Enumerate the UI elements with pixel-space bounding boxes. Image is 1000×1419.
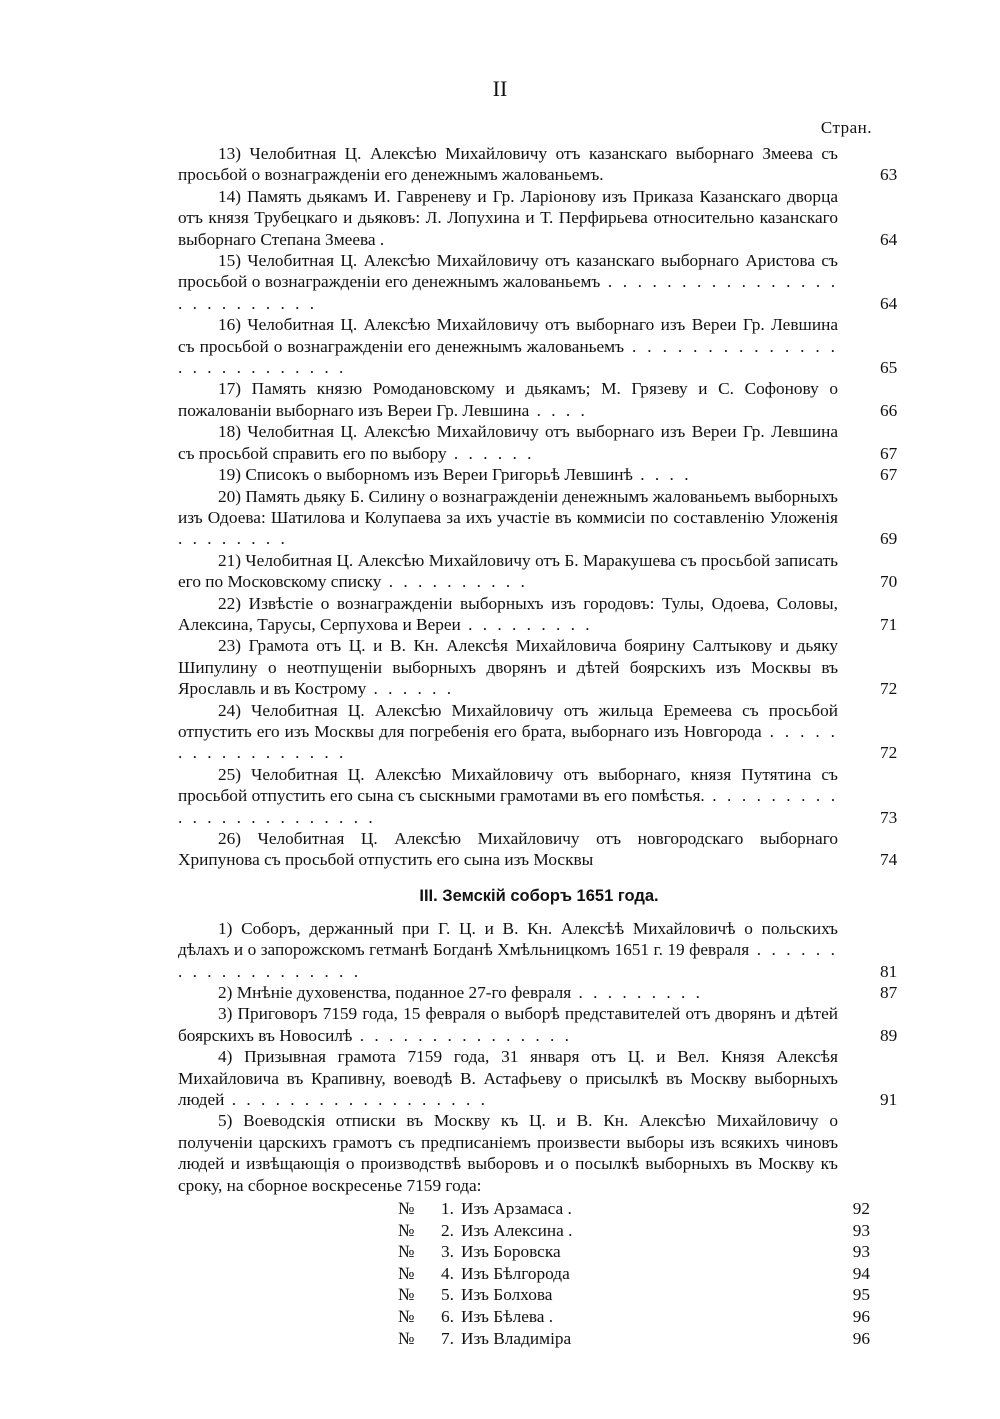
sub-entry-number: 1. xyxy=(441,1199,454,1219)
sub-entry-name: Изъ Владиміра xyxy=(461,1328,572,1348)
entry-page: 69 xyxy=(880,529,898,549)
dot-leader: . . . . . . . . . . . . . . . . . . . . . . . xyxy=(178,786,839,827)
dot-leader: . . . . . . xyxy=(366,679,455,699)
table-of-contents xyxy=(178,143,898,1349)
entry-text: 16) Челобитная Ц. Алексѣю Михайловичу отъ выборнаго изъ Вереи Гр. Левшина съ просьбой о вознагражденіи его денежнымъ жалованьемъ xyxy=(178,315,838,356)
dot-leader: . . . . . . . . . . . . . . . . . . . xyxy=(178,940,839,981)
sub-entry-number: 6. xyxy=(441,1307,454,1327)
entry-page: 67 xyxy=(880,465,898,485)
sub-entry xyxy=(178,1241,870,1263)
entry-text: 21) Челобитная Ц. Алексѣю Михайловичу отъ Б. Маракушева съ просьбой записать его по Московскому списку xyxy=(178,550,838,592)
dot-leader: . . . . xyxy=(529,400,588,420)
toc-entry xyxy=(178,464,898,485)
sub-entry-name: Изъ Арзамаса . xyxy=(461,1199,572,1219)
sub-entry-name: Изъ Боровска xyxy=(461,1242,561,1262)
toc-entry xyxy=(178,918,898,982)
toc-entry xyxy=(178,1003,898,1046)
entry-page: 64 xyxy=(880,229,898,249)
sub-entry-page: 94 xyxy=(852,1263,870,1283)
number-sign: № xyxy=(398,1285,415,1305)
entry-page: 87 xyxy=(880,983,898,1003)
number-sign: № xyxy=(398,1220,415,1240)
sub-entry-number: 5. xyxy=(441,1285,454,1305)
toc-entry xyxy=(178,421,898,464)
sub-entry-name: Изъ Алексина . xyxy=(461,1220,573,1240)
entry-text: 13) Челобитная Ц. Алексѣю Михайловичу отъ казанскаго выборнаго Змеева съ просьбой о вознагражденіи его денежнымъ жалованьемъ. xyxy=(178,144,838,185)
sub-entry-number: 7. xyxy=(441,1328,454,1348)
entry-text: 19) Списокъ о выборномъ изъ Вереи Григорьѣ Левшинѣ xyxy=(218,465,633,485)
entry-text: 5) Воеводскія отписки въ Москву къ Ц. и В. Кн. Алексѣю Михайловичу о полученіи царскихъ грамотъ съ предписаніемъ произвести выборы изъ всякихъ чиновъ людей и извѣщающія о производствѣ выборовъ и о посылкѣ выборныхъ въ Москву къ сроку, на сборное воскресенье 7159 года: xyxy=(178,1111,838,1195)
toc-entry xyxy=(178,250,898,314)
dot-leader: . . . . xyxy=(632,465,692,485)
toc-entry xyxy=(178,828,898,871)
sub-entry xyxy=(178,1263,870,1285)
entry-page: 89 xyxy=(880,1025,898,1045)
entry-page: 70 xyxy=(880,572,898,592)
entry-text: 1) Соборъ, держанный при Г. Ц. и В. Кн. Алексѣѣ Михайловичѣ о польскихъ дѣлахъ и о запорожскомъ гетманѣ Богданѣ Хмѣльницкомъ 1651 г. 19 февраля xyxy=(178,918,838,960)
entry-page: 63 xyxy=(880,165,898,185)
dot-leader: . . . . . . . . . . . . . . . xyxy=(352,1025,572,1045)
sub-entry-page: 93 xyxy=(852,1220,870,1240)
number-sign: № xyxy=(398,1307,415,1327)
sub-entry-number: 4. xyxy=(441,1263,454,1283)
sub-entry-name: Изъ Бѣлева . xyxy=(461,1307,554,1327)
toc-entry xyxy=(178,982,898,1003)
entry-page: 67 xyxy=(880,443,898,463)
toc-entry xyxy=(178,1046,898,1110)
toc-entry xyxy=(178,550,898,593)
dot-leader: . . . . . . xyxy=(446,443,535,463)
entry-page: 72 xyxy=(880,679,898,699)
page-column-label: Стран. xyxy=(820,118,872,137)
entry-text: 24) Челобитная Ц. Алексѣю Михайловичу отъ жильца Еремеева съ просьбой отпустить его изъ Москвы для погребенія его брата, выборнаго изъ Новгорода xyxy=(178,700,838,741)
sub-entry-number: 3. xyxy=(441,1242,454,1262)
sub-entry xyxy=(178,1220,870,1242)
entry-page: 73 xyxy=(880,807,898,827)
dot-leader: . . . . . . . . xyxy=(178,529,288,549)
sub-entry xyxy=(178,1306,870,1328)
entry-text: 3) Приговоръ 7159 года, 15 февраля о выборѣ представителей отъ дворянъ и дѣтей боярскихъ въ Новосилѣ xyxy=(178,1004,838,1045)
entry-page: 72 xyxy=(880,743,898,763)
dot-leader: . . . . . . . . . . xyxy=(381,572,528,592)
toc-entry xyxy=(178,143,898,186)
sub-entry-page: 95 xyxy=(852,1285,870,1305)
dot-leader: . . . . . . . . . . . . . . . . . . . . . . . . . . xyxy=(178,336,838,378)
entry-page: 71 xyxy=(880,614,898,634)
entry-text: 17) Память князю Ромодановскому и дьякамъ; М. Грязеву и С. Софонову о пожалованіи выборнаго изъ Вереи Гр. Левшина xyxy=(178,379,838,420)
number-sign: № xyxy=(398,1263,415,1283)
number-sign: № xyxy=(398,1199,415,1219)
entries-after-list xyxy=(178,918,898,1196)
entry-page: 91 xyxy=(880,1090,898,1110)
dot-leader: . . . . . . . . . . . . . . . . . . . . . . . . . . xyxy=(178,272,839,313)
sub-entry-name: Изъ Бѣлгорода xyxy=(461,1263,570,1283)
entry-text: 15) Челобитная Ц. Алексѣю Михайловичу отъ казанскаго выборнаго Аристова съ просьбой о вознагражденіи его денежнымъ жалованьемъ xyxy=(178,251,838,292)
toc-entry xyxy=(178,1110,870,1196)
sub-entry-page: 93 xyxy=(852,1242,870,1262)
entry-text: 20) Память дьяку Б. Силину о вознагражденіи денежнымъ жалованьемъ выборныхъ изъ Одоева: Шатилова и Колупаева за ихъ участіе въ коммисіи по составленію Уложенія xyxy=(178,486,838,527)
sub-entries-list xyxy=(178,1198,870,1349)
toc-entry xyxy=(178,486,898,550)
toc-entry xyxy=(178,700,898,764)
page-number: II xyxy=(492,76,508,101)
entry-text: 22) Извѣстіе о вознагражденіи выборныхъ изъ городовъ: Тулы, Одоева, Соловы, Алексина, Тарусы, Серпухова и Вереи xyxy=(178,593,838,634)
dot-leader: . . . . . . . . . xyxy=(571,983,703,1003)
entry-text: 14) Память дьякамъ И. Гавреневу и Гр. Ларіонову изъ Приказа Казанскаго дворца отъ князя Трубецкаго и дьяковъ: Л. Лопухина и Т. Перфирьева относительно казанскаго выборнаго Степана Змеева . xyxy=(178,186,838,249)
entry-text: 26) Челобитная Ц. Алексѣю Михайловичу отъ новгородскаго выборнаго Хрипунова съ просьбой отпустить его сына изъ Москвы xyxy=(178,829,838,870)
entry-text: 2) Мнѣніе духовенства, поданное 27-го февраля xyxy=(218,983,572,1003)
toc-entry xyxy=(178,314,898,378)
sub-entry xyxy=(178,1328,870,1350)
sub-entry xyxy=(178,1284,870,1306)
dot-leader: . . . . . . . . . . . . . . . . . xyxy=(178,721,839,763)
sub-entry-page: 96 xyxy=(852,1307,870,1327)
sub-entry-name: Изъ Болхова xyxy=(461,1285,553,1305)
dot-leader: . . . . . . . . . xyxy=(460,614,593,634)
entry-page: 66 xyxy=(880,400,898,420)
toc-entry xyxy=(178,378,898,421)
toc-entry xyxy=(178,635,898,699)
entry-text: 18) Челобитная Ц. Алексѣю Михайловичу отъ выборнаго изъ Вереи Гр. Левшина съ просьбой справить его по выбору xyxy=(178,422,838,463)
entry-page: 65 xyxy=(880,358,898,378)
entry-page: 64 xyxy=(880,293,898,313)
sub-entry-page: 96 xyxy=(852,1328,870,1348)
number-sign: № xyxy=(398,1242,415,1262)
entry-page: 81 xyxy=(880,961,898,981)
toc-entry xyxy=(178,186,898,250)
section-title: III. Земскій соборъ 1651 года. xyxy=(419,886,659,905)
dot-leader: . . . . . . . . . . . . . . . . . . xyxy=(224,1090,488,1110)
sub-entry-page: 92 xyxy=(852,1199,870,1219)
sub-entry-number: 2. xyxy=(441,1220,454,1240)
toc-entry xyxy=(178,764,898,828)
number-sign: № xyxy=(398,1328,415,1348)
entry-text: 23) Грамота отъ Ц. и В. Кн. Алексѣя Михайловича боярину Салтыкову и дьяку Шипулину о неотпущеніи выборныхъ дворянъ и дѣтей боярскихъ изъ Москвы въ Ярославль и въ Кострому xyxy=(178,636,838,699)
sub-entry xyxy=(178,1198,870,1220)
toc-entry xyxy=(178,593,898,636)
entry-text: 25) Челобитная Ц. Алексѣю Михайловичу отъ выборнаго, князя Путятина съ просьбой отпустить его сына съ сыскными грамотами въ его помѣстья. xyxy=(178,764,838,806)
entry-text: 4) Призывная грамота 7159 года, 31 января отъ Ц. и Вел. Князя Алексѣя Михайловича въ Крапивну, воеводѣ В. Астафьеву о присылкѣ въ Москву выборныхъ людей xyxy=(178,1047,838,1110)
entries-before-list xyxy=(178,143,898,871)
entry-page: 74 xyxy=(880,850,898,870)
